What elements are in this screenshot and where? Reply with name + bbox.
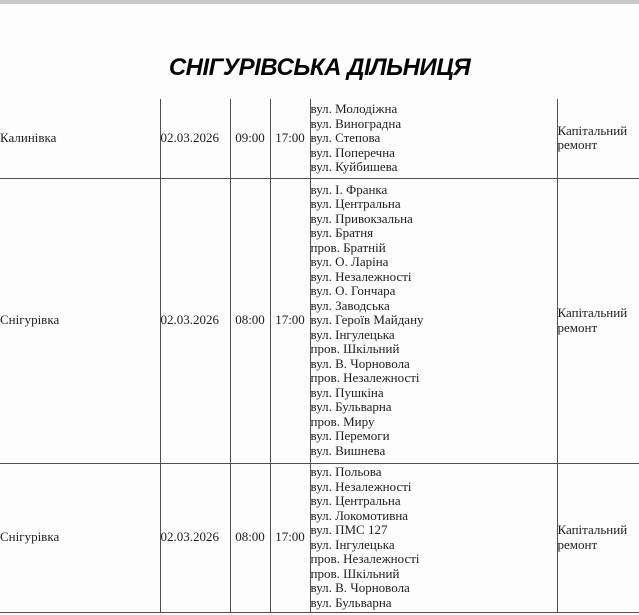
street-line: вул. Поперечна	[310, 144, 395, 160]
streets-cell	[310, 178, 557, 463]
settlement-cell: Калинівка	[0, 99, 160, 178]
street-line: вул. Інгулецька	[310, 536, 395, 552]
end-time-cell: 17:00	[270, 463, 310, 612]
street-line: вул. Центральна	[310, 196, 401, 212]
settlement-cell: Снігурівка	[0, 463, 160, 612]
street-line: вул. І. Франка	[310, 181, 388, 197]
date-cell: 02.03.2026	[160, 463, 230, 612]
start-time-cell: 08:00	[230, 178, 270, 463]
date-cell: 02.03.2026	[160, 99, 230, 178]
street-line: вул. Героїв Майдану	[310, 312, 424, 328]
street-line: вул. Привокзальна	[310, 210, 413, 226]
street-line: вул. ПМС 127	[310, 522, 388, 537]
table-row	[0, 463, 639, 612]
street-line: вул. Виноградна	[310, 115, 402, 131]
street-line: вул. Бульварна	[310, 594, 392, 610]
street-line: вул. Перемоги	[310, 428, 390, 444]
street-line: пров. Шкільний	[310, 565, 400, 581]
street-line: вул. В. Чорновола	[310, 580, 410, 595]
schedule-table-body	[0, 99, 639, 612]
page-title: СНІГУРІВСЬКА ДІЛЬНИЦЯ	[168, 54, 471, 81]
street-line: вул. Незалежності	[310, 268, 412, 284]
end-time-cell: 17:00	[270, 99, 310, 178]
street-line: пров. Миру	[310, 413, 375, 429]
street-line: вул. Молодіжна	[310, 101, 398, 116]
outage-schedule-table	[0, 99, 639, 613]
work-type-cell: Капітальний ремонт	[557, 178, 639, 463]
table-row	[0, 178, 639, 463]
street-line: вул. Пушкіна	[310, 384, 384, 400]
table-row	[0, 99, 639, 178]
street-line: вул. О. Ларіна	[310, 254, 389, 270]
start-time-cell: 09:00	[230, 99, 270, 178]
street-line: вул. Бульварна	[310, 399, 392, 415]
street-line: вул. Вишнева	[310, 442, 386, 458]
start-time-cell: 08:00	[230, 463, 270, 612]
settlement-cell: Снігурівка	[0, 178, 160, 463]
date-cell: 02.03.2026	[160, 178, 230, 463]
top-bar	[0, 0, 639, 4]
street-line: вул. Степова	[310, 130, 381, 145]
streets-cell	[310, 99, 557, 178]
street-line: пров. Незалежності	[310, 370, 420, 386]
street-line: вул. Локомотивна	[310, 507, 409, 523]
street-line: пров. Незалежності	[310, 551, 420, 566]
street-line: вул. Братня	[310, 225, 374, 241]
street-line: вул. Центральна	[310, 493, 401, 508]
street-line: вул. Куйбишева	[310, 159, 398, 174]
street-line: вул. О. Гончара	[310, 283, 396, 299]
street-line: пров. Шкільний	[310, 341, 400, 357]
street-line: вул. Незалежності	[310, 478, 412, 494]
work-type-cell: Капітальний ремонт	[557, 99, 639, 178]
street-line: пров. Братній	[310, 239, 386, 255]
work-type-cell: Капітальний ремонт	[557, 463, 639, 612]
street-line: вул. Інгулецька	[310, 326, 395, 342]
street-line: вул. Заводська	[310, 297, 390, 313]
street-line: вул. Польова	[310, 464, 382, 479]
end-time-cell: 17:00	[270, 178, 310, 463]
streets-cell	[310, 463, 557, 612]
street-line: вул. В. Чорновола	[310, 355, 410, 371]
